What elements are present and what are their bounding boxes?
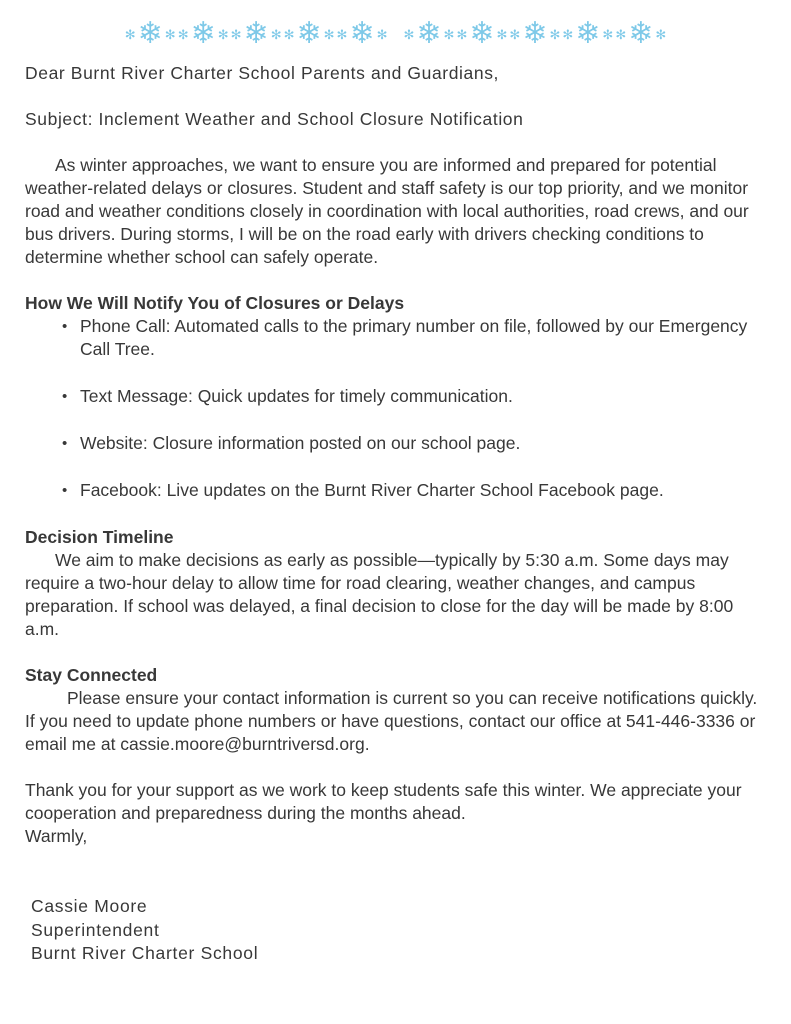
large-snowflake-icon: ❄: [522, 17, 548, 50]
signature-title: Superintendent: [31, 919, 160, 940]
large-snowflake-icon: ❄: [628, 17, 654, 50]
small-snowflake-icon: ✻: [549, 26, 561, 42]
small-snowflake-icon: ✻: [562, 26, 574, 42]
letter-body: [0, 62, 791, 966]
small-snowflake-icon: ✻: [403, 26, 415, 42]
notify-item-text: • Text Message: Quick updates for timely communication.: [80, 385, 763, 408]
large-snowflake-icon: ❄: [349, 17, 375, 50]
large-snowflake-icon: ❄: [137, 17, 163, 50]
large-snowflake-icon: ❄: [469, 17, 495, 50]
large-snowflake-icon: ❄: [243, 17, 269, 50]
small-snowflake-icon: ✻: [602, 26, 614, 42]
decision-paragraph: We aim to make decisions as early as possible—typically by 5:30 a.m. Some days may require a two-hour delay to allow time for road clearing, weather changes, and campus preparation. If school was delayed, a final decision to close for the day will be made by 8:00 a.m.: [25, 550, 734, 639]
intro-paragraph: As winter approaches, we want to ensure you are informed and prepared for potential weather-related delays or closures. Student and staff safety is our top priority, and we monitor road and weather conditions closely in coordination with local authorities, road crews, and our bus drivers. During storms, I will be on the road early with drivers checking conditions to determine whether school can safely operate.: [25, 155, 749, 267]
stay-connected-paragraph: Please ensure your contact information is current so you can receive notifications quickly. If you need to update phone numbers or have questions, contact our office at 541-446-3336 or email me at cassie.moore@burntriversd.org.: [25, 688, 758, 754]
decision-heading: Decision Timeline: [25, 527, 174, 547]
signoff-line: Warmly,: [25, 826, 88, 846]
small-snowflake-icon: ✻: [655, 26, 667, 42]
small-snowflake-icon: ✻: [323, 26, 335, 42]
small-snowflake-icon: ✻: [230, 26, 242, 42]
small-snowflake-icon: ✻: [164, 26, 176, 42]
small-snowflake-icon: ✻: [496, 26, 508, 42]
small-snowflake-icon: ✻: [509, 26, 521, 42]
small-snowflake-icon: ✻: [283, 26, 295, 42]
notify-list: [25, 315, 763, 502]
subject-line: Subject: Inclement Weather and School Closure Notification: [25, 109, 524, 129]
small-snowflake-icon: ✻: [217, 26, 229, 42]
snowflake-border: [0, 12, 791, 56]
notify-item-phone: • Phone Call: Automated calls to the primary number on file, followed by our Emergency Call Tree.: [80, 315, 763, 361]
small-snowflake-icon: ✻: [336, 26, 348, 42]
small-snowflake-icon: ✻: [615, 26, 627, 42]
large-snowflake-icon: ❄: [575, 17, 601, 50]
signature-block: [25, 895, 763, 966]
large-snowflake-icon: ❄: [190, 17, 216, 50]
small-snowflake-icon: ✻: [376, 26, 388, 42]
small-snowflake-icon: ✻: [270, 26, 282, 42]
small-snowflake-icon: ✻: [124, 26, 136, 42]
notify-item-website: • Website: Closure information posted on our school page.: [80, 432, 763, 455]
large-snowflake-icon: ❄: [296, 17, 322, 50]
small-snowflake-icon: ✻: [443, 26, 455, 42]
large-snowflake-icon: ❄: [416, 17, 442, 50]
stay-connected-heading: Stay Connected: [25, 665, 158, 685]
greeting-line: Dear Burnt River Charter School Parents and Guardians,: [25, 63, 500, 83]
snowflake-group: [125, 19, 388, 49]
snowflake-group: [404, 19, 667, 49]
thanks-paragraph: Thank you for your support as we work to keep students safe this winter. We appreciate your cooperation and preparedness during the months ahead.: [25, 780, 742, 823]
notify-item-facebook: • Facebook: Live updates on the Burnt River Charter School Facebook page.: [80, 479, 763, 502]
signature-name: Cassie Moore: [31, 896, 148, 916]
small-snowflake-icon: ✻: [456, 26, 468, 42]
signature-org: Burnt River Charter School: [31, 943, 259, 963]
notify-heading: How We Will Notify You of Closures or Delays: [25, 293, 405, 313]
small-snowflake-icon: ✻: [177, 26, 189, 42]
